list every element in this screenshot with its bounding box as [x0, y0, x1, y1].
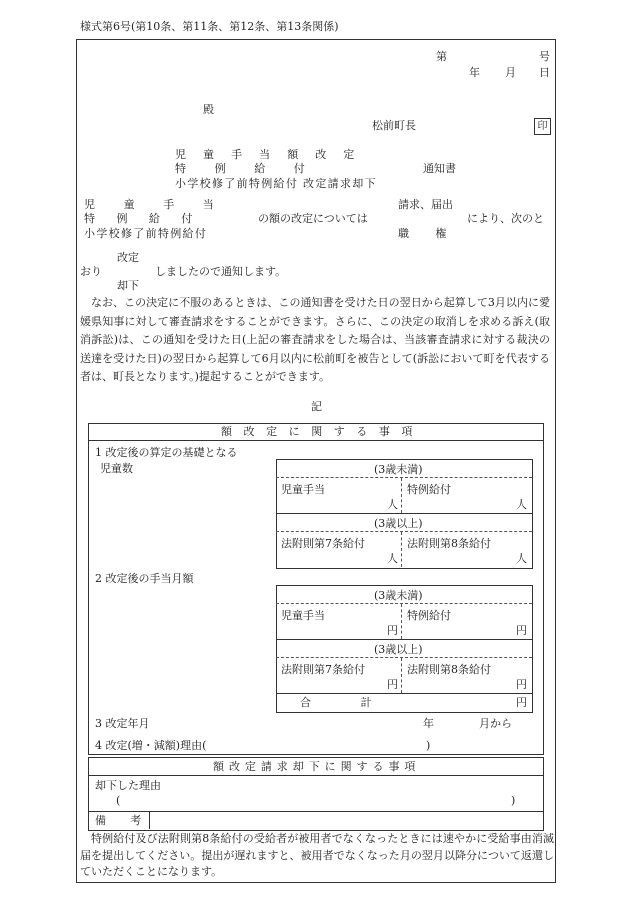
- item2-label: 2 改定後の手当月額: [95, 572, 194, 585]
- child-count-tokurei: 特例給付: [407, 483, 451, 496]
- amount-hosoku8-unit: 円: [516, 678, 527, 691]
- intro-middle: の額の改定については: [258, 212, 368, 225]
- amount-total-label: 合計: [300, 696, 421, 709]
- issuer-name: 松前町長: [372, 119, 416, 132]
- child-count-col-divider-2: [401, 532, 402, 567]
- form-id: 様式第6号(第10条、第11条、第12条、第13条関係): [80, 20, 339, 33]
- amount-jidou-unit: 円: [387, 624, 398, 637]
- intro-col1-1: 児童手当: [84, 198, 243, 211]
- seal-mark: 印: [534, 118, 551, 135]
- amount-hosoku8: 法附則第8条給付: [407, 663, 491, 676]
- reject-reason-label: 却下した理由: [95, 779, 161, 792]
- intro-option-shokken: 職権: [398, 227, 473, 240]
- child-count-hosoku8-unit: 人: [516, 552, 527, 565]
- amount-divider-4: [276, 693, 532, 694]
- amount-divider-2: [276, 639, 532, 640]
- intro-ori: おり: [80, 265, 102, 278]
- child-count-jidou-unit: 人: [387, 498, 398, 511]
- intro-col1-3: 小学校修了前特例給付: [84, 227, 208, 240]
- date-month: 月: [505, 66, 516, 79]
- item3-label: 3 改定年月: [95, 717, 150, 730]
- child-count-over3: (3歳以上): [374, 517, 423, 530]
- section1-header-rule: [88, 440, 543, 441]
- appeal-paragraph: なお、この決定に不服のあるときは、この通知書を受けた日の翌日から起算して3月以内に愛媛県知事に対して審査請求をすることができます。さらに、この決定の取消しを求める訴え(取消訴訟)は、この通知を受けた日(上記の審査請求をした場合は、当該審査請求に対する裁決の送達を受けた日)の翌日から起算して6月以内に松前町を被告として(訴訟において町を代表する者は、町長となります。)提起することができます。: [80, 296, 550, 384]
- item4-close: ): [426, 739, 431, 752]
- item1-line2: 児童数: [100, 462, 133, 475]
- item1-line1: 1 改定後の算定の基礎となる: [95, 446, 238, 459]
- child-count-hosoku7: 法附則第7条給付: [281, 537, 365, 550]
- ki-label: 記: [311, 400, 322, 413]
- child-count-hosoku8: 法附則第8条給付: [407, 537, 491, 550]
- bikou-label: 備考: [95, 814, 166, 827]
- intro-option-request: 請求、届出: [398, 198, 453, 211]
- item3-from: 月から: [479, 717, 512, 730]
- child-count-hosoku7-unit: 人: [387, 552, 398, 565]
- date-day: 日: [539, 66, 550, 79]
- section1-header: 額改定に関する事項: [221, 425, 424, 438]
- number-go: 号: [539, 50, 550, 63]
- section2-header: 額改定請求却下に関する事項: [213, 760, 421, 773]
- amount-jidou: 児童手当: [281, 609, 325, 622]
- child-count-divider-2: [276, 513, 532, 514]
- child-count-divider-3: [276, 531, 532, 532]
- number-dai: 第: [436, 50, 447, 63]
- amount-over3: (3歳以上): [374, 643, 423, 656]
- title-line1: 児童手当額改定: [175, 148, 372, 161]
- title-line2: 特例給付: [175, 162, 334, 175]
- child-count-jidou: 児童手当: [281, 483, 325, 496]
- amount-hosoku7: 法附則第7条給付: [281, 663, 365, 676]
- amount-col-divider-1: [401, 604, 402, 639]
- item4-label: 4 改定(増・減額)理由(: [95, 739, 207, 752]
- amount-divider-3: [276, 657, 532, 658]
- child-count-tokurei-unit: 人: [516, 498, 527, 511]
- date-year: 年: [469, 66, 480, 79]
- intro-tail: により、次のと: [467, 212, 544, 225]
- reject-reason-close: ): [511, 794, 516, 807]
- amount-total-unit: 円: [516, 696, 527, 709]
- intro-kyakka: 却下: [117, 279, 139, 292]
- section2-bikou-rule: [88, 811, 543, 812]
- amount-tokurei: 特例給付: [407, 609, 451, 622]
- child-count-under3: (3歳未満): [374, 463, 423, 476]
- addressee-dono: 殿: [203, 103, 214, 116]
- intro-shimashita: しましたので通知します。: [155, 265, 287, 278]
- intro-kaitei: 改定: [117, 251, 139, 264]
- amount-col-divider-2: [401, 658, 402, 693]
- child-count-col-divider-1: [401, 478, 402, 513]
- footer-note: 特例給付及び法附則第8条給付の受給者が被用者でなくなったときには速やかに受給事由消滅届を提出してください。提出が遅れますと、被用者でなくなった月の翌月以降分について返還していただくことになります。: [80, 832, 554, 878]
- reject-reason-open: (: [116, 794, 121, 807]
- amount-tokurei-unit: 円: [516, 624, 527, 637]
- title-suffix: 通知書: [423, 162, 456, 175]
- section2-header-rule: [88, 775, 543, 776]
- child-count-divider-1: [276, 477, 532, 478]
- amount-under3: (3歳未満): [374, 589, 423, 602]
- amount-divider-1: [276, 603, 532, 604]
- item3-year: 年: [423, 717, 434, 730]
- title-line3: 小学校修了前特例給付 改定請求却下: [175, 177, 377, 190]
- amount-hosoku7-unit: 円: [387, 678, 398, 691]
- intro-col1-2: 特例給付: [84, 212, 214, 225]
